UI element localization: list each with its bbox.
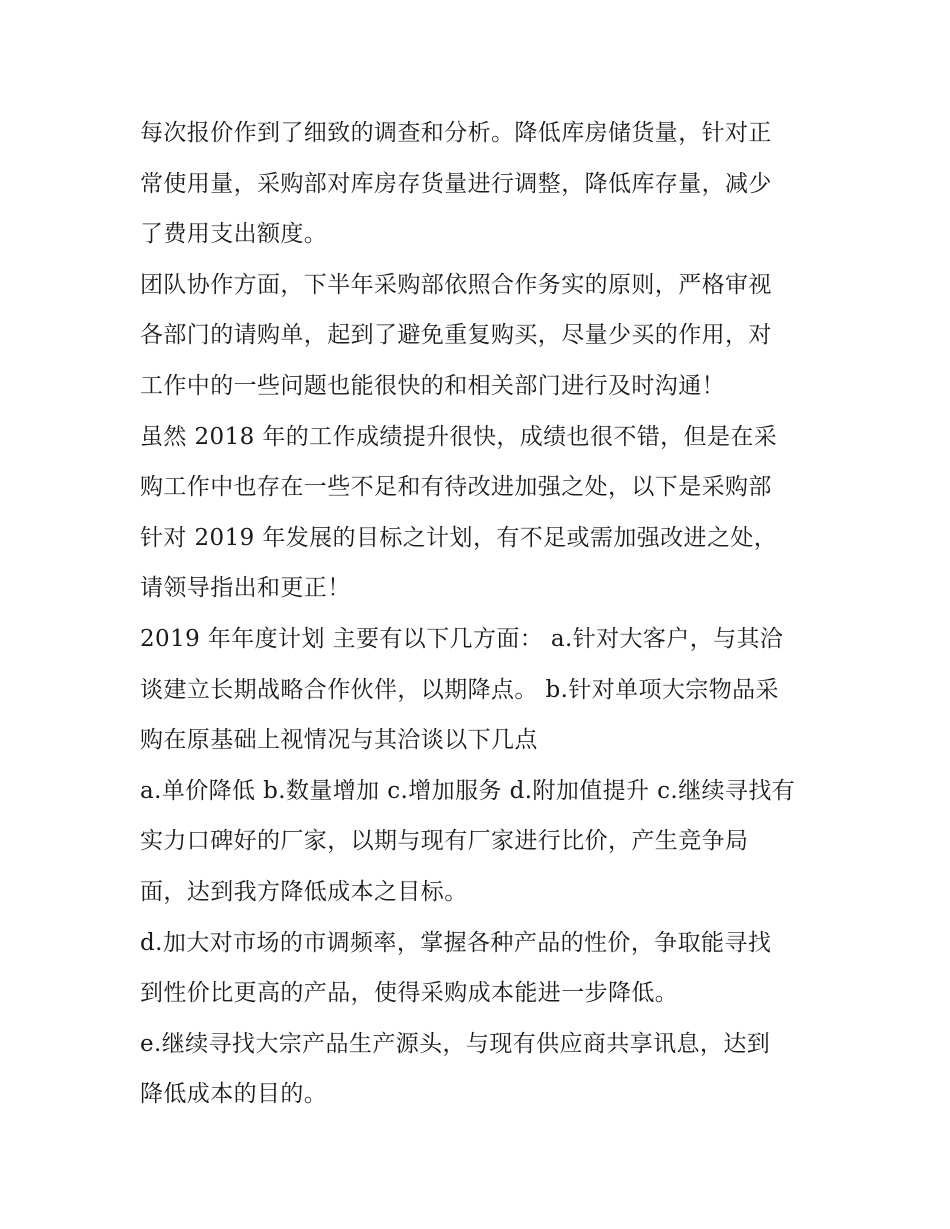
text-line: 到性价比更高的产品，使得采购成本能进一步降低。 bbox=[140, 980, 679, 1007]
text-line: 购在原基础上视情况与其洽谈以下几点 bbox=[140, 727, 538, 754]
text-line: 请领导指出和更正！ bbox=[140, 575, 351, 602]
text-line: a.单价降低 b.数量增加 c.增加服务 d.附加值提升 c.继续寻找有 bbox=[140, 777, 796, 804]
text-line: 各部门的请购单，起到了避免重复购买，尽量少买的作用，对 bbox=[140, 322, 772, 349]
text-line: 团队协作方面，下半年采购部依照合作务实的原则，严格审视 bbox=[140, 271, 772, 298]
text-line: 虽然 2018 年的工作成绩提升很快，成绩也很不错，但是在采 bbox=[140, 423, 778, 450]
text-line: 了费用支出额度。 bbox=[140, 221, 328, 248]
text-line: 降低成本的目的。 bbox=[140, 1081, 328, 1108]
text-line: d.加大对市场的市调频率，掌握各种产品的性价，争取能寻找 bbox=[140, 929, 772, 956]
text-line: e.继续寻找大宗产品生产源头，与现有供应商共享讯息，达到 bbox=[140, 1030, 771, 1057]
document-body bbox=[140, 108, 820, 1120]
text-line: 2019 年年度计划 主要有以下几方面： a.针对大客户，与其洽 bbox=[140, 625, 784, 652]
text-line: 工作中的一些问题也能很快的和相关部门进行及时沟通！ bbox=[140, 372, 725, 399]
text-line: 实力口碑好的厂家，以期与现有厂家进行比价，产生竞争局 bbox=[140, 828, 749, 855]
text-line: 面，达到我方降低成本之目标。 bbox=[140, 878, 468, 905]
text-line: 购工作中也存在一些不足和有待改进加强之处，以下是采购部 bbox=[140, 474, 772, 501]
text-line: 谈建立长期战略合作伙伴，以期降点。 b.针对单项大宗物品采 bbox=[140, 676, 779, 703]
text-line: 针对 2019 年发展的目标之计划，有不足或需加强改进之处， bbox=[140, 524, 778, 551]
text-line: 常使用量，采购部对库房存货量进行调整，降低库存量，减少 bbox=[140, 170, 772, 197]
text-line: 每次报价作到了细致的调查和分析。降低库房储货量，针对正 bbox=[140, 120, 772, 146]
